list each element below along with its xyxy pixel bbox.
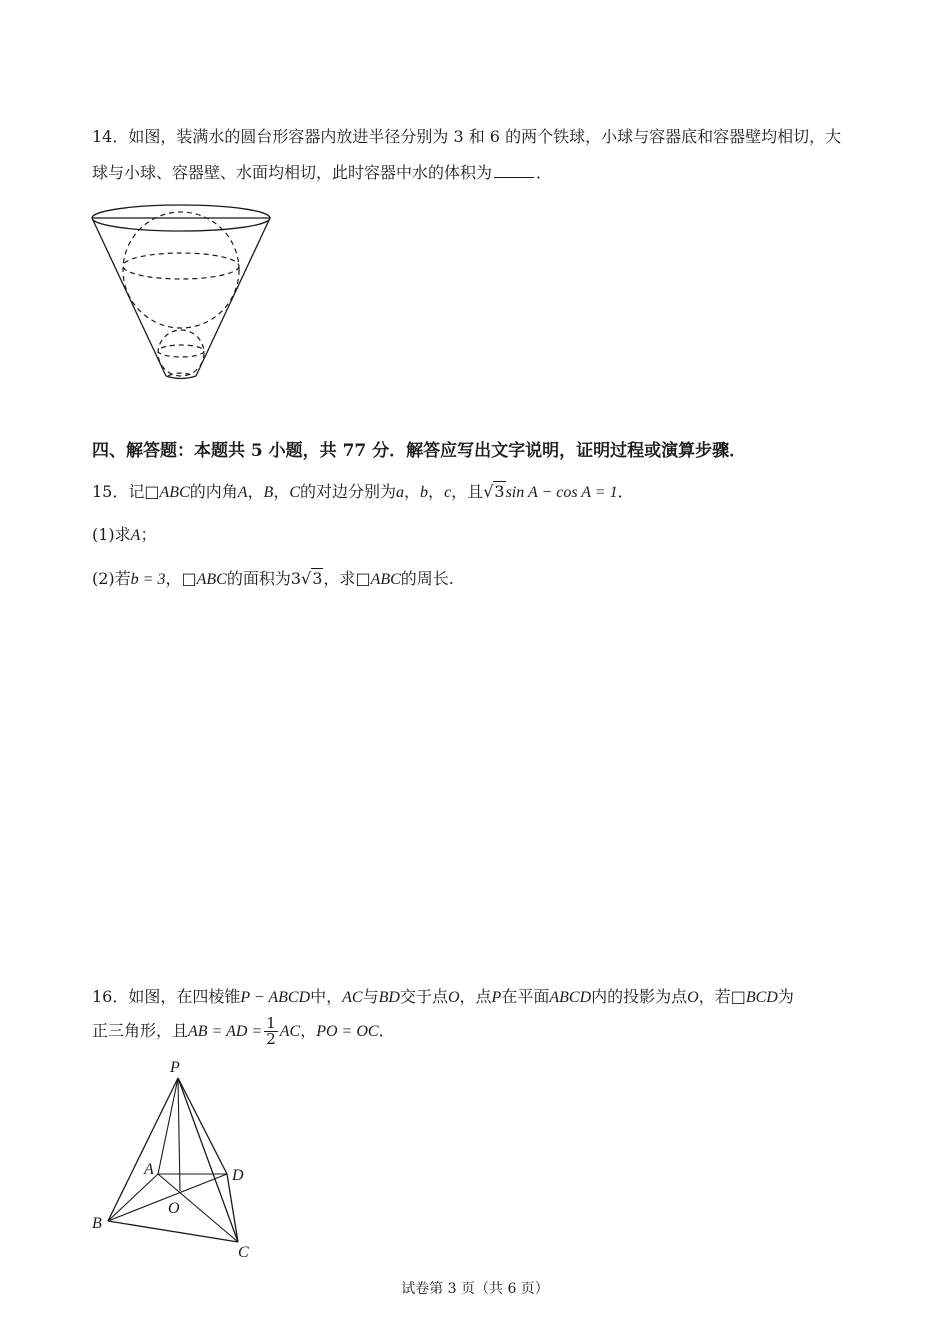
triangle-name: ABC (370, 571, 401, 588)
q15-part1 (92, 522, 156, 545)
point-O: O (687, 989, 699, 1006)
frustum-bottom-back-arc (168, 373, 194, 376)
frustum-bottom-arc (166, 376, 196, 379)
var-c: c (444, 484, 452, 501)
q16-equation-left: AB = AD = (188, 1023, 263, 1040)
q14-line2 (92, 160, 552, 183)
q15-sep: ， (273, 482, 290, 501)
label-D: D (232, 1167, 244, 1184)
edge-AB (108, 1174, 158, 1221)
edge-BC (108, 1221, 238, 1242)
edge-PA (158, 1078, 178, 1174)
segment-BD: BD (378, 989, 400, 1006)
q16-line1 (92, 984, 794, 1007)
q16-text: 中， (310, 987, 343, 1006)
var-a: a (396, 484, 405, 501)
large-sphere (123, 212, 239, 328)
q15-part1-label: (1)求 (92, 525, 131, 544)
label-B: B (92, 1215, 102, 1232)
label-O: O (168, 1200, 180, 1217)
point-P: P (491, 989, 502, 1006)
answer-blank (494, 163, 534, 178)
q15-number: 15． (92, 482, 129, 501)
q16-text: ，若 (698, 987, 731, 1006)
label-A: A (144, 1161, 154, 1178)
q15-part2-condition: b = 3 (130, 571, 166, 588)
q15-part2 (92, 566, 454, 589)
q16-text: ，点 (459, 987, 492, 1006)
triangle-name: ABC (196, 571, 227, 588)
segment-AC: AC (342, 989, 363, 1006)
label-P: P (170, 1059, 180, 1076)
sqrt-radicand: 3 (494, 482, 505, 501)
var-C: C (289, 484, 301, 501)
q15-text: 记 (128, 482, 145, 501)
edge-PC (178, 1078, 238, 1242)
triangle-name: ABC (159, 484, 190, 501)
triangle-symbol: □ (355, 569, 371, 588)
q14-line2-text: 球与小球、容器壁、水面均相切，此时容器中水的体积为 (92, 163, 493, 182)
large-sphere-equator (123, 253, 239, 279)
q15-end: ． (617, 482, 634, 501)
q15-stem (92, 479, 634, 502)
q16-text: 16．如图，在四棱锥 (92, 987, 241, 1006)
q16-text: 交于点 (399, 987, 448, 1006)
var-b: b (420, 484, 429, 501)
q15-text: 的内角 (189, 482, 238, 501)
var-A: A (130, 527, 141, 544)
small-sphere-equator (158, 345, 204, 357)
q16-text: ， (300, 1021, 317, 1040)
var-A: A (237, 484, 248, 501)
section-heading: 四、解答题：本题共 5 小题，共 77 分．解答应写出文字说明，证明过程或演算步骤． (92, 441, 747, 461)
triangle-symbol: □ (730, 987, 746, 1006)
page-footer: 试卷第 3 页（共 6 页） (401, 1281, 549, 1297)
q15-text: 的对边分别为 (300, 482, 397, 501)
point-O: O (447, 989, 460, 1006)
triangle-symbol: □ (181, 569, 197, 588)
edge-PD (178, 1078, 227, 1174)
q15-part1-end: ； (140, 525, 157, 544)
q15-text: ，求 (323, 569, 356, 588)
frustum-figure (88, 198, 278, 384)
q15-sep: ， (247, 482, 264, 501)
q16-text: 内的投影为点 (591, 987, 688, 1006)
q14-line2-end: ． (536, 163, 553, 182)
sqrt-radicand: 3 (312, 569, 323, 588)
q14-line1: 14．如图，装满水的圆台形容器内放进半径分别为 3 和 6 的两个铁球，小球与容器底和容器壁均相切，大 (92, 127, 842, 146)
q15-text: ，且 (451, 482, 484, 501)
q15-text: 的周长. (400, 569, 454, 588)
var-B: B (263, 484, 274, 501)
sqrt-sign: √ (483, 482, 494, 501)
edge-DC (227, 1174, 238, 1242)
triangle-symbol: □ (144, 482, 160, 501)
q15-sep: ， (428, 482, 445, 501)
q16-text: 与 (362, 987, 379, 1006)
sqrt-sign: √ (301, 569, 312, 588)
q16-text: 正三角形，且 (92, 1021, 189, 1040)
pyramid-figure (86, 1056, 276, 1266)
q15-text: ， (165, 569, 182, 588)
small-sphere (158, 330, 204, 376)
fraction-one-half (264, 1016, 278, 1047)
triangle-BCD: BCD (745, 989, 778, 1006)
q16-equation-right: AC (279, 1023, 301, 1040)
q16-text: 在平面 (501, 987, 550, 1006)
area-coefficient: 3 (290, 569, 302, 588)
q16-text: ． (378, 1021, 395, 1040)
fraction-numerator: 1 (266, 1014, 276, 1032)
label-C: C (238, 1244, 249, 1261)
pyramid-name: P − ABCD (240, 989, 311, 1006)
q16-line2 (92, 1016, 395, 1047)
fraction-denominator: 2 (266, 1030, 276, 1048)
plane-ABCD: ABCD (549, 989, 592, 1006)
q16-equation-2: PO = OC (316, 1023, 379, 1040)
q15-part2-label: (2)若 (92, 569, 131, 588)
q15-equation: sin A − cos A = 1 (505, 484, 618, 501)
q15-text: 的面积为 (226, 569, 291, 588)
q16-text: 为 (777, 987, 794, 1006)
q15-sep: ， (404, 482, 421, 501)
